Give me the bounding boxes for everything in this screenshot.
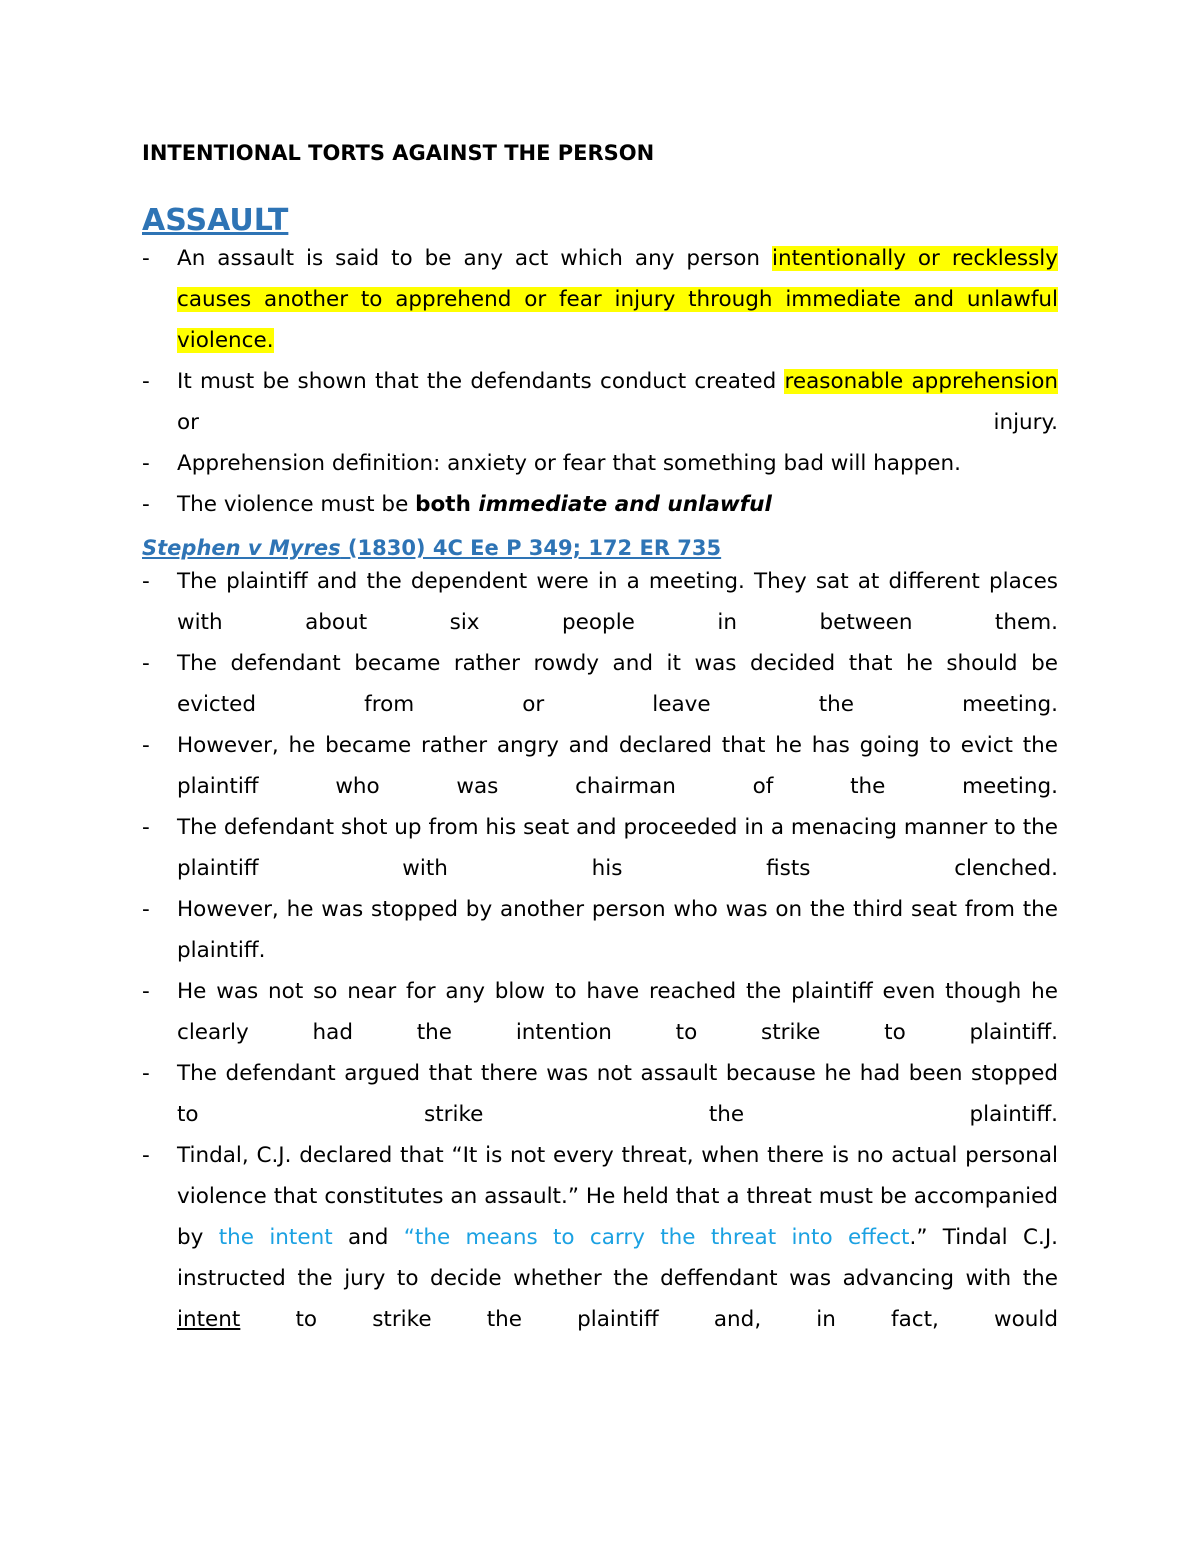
case-points-list — [142, 561, 1058, 1340]
text: It must be shown that the defendants conduct created — [177, 369, 785, 394]
text: The defendant argued that there was not assault because he had been stopped to strike the plaintiff. — [177, 1061, 1058, 1127]
text: An assault is said to be any act which any person — [177, 246, 773, 271]
case-point — [142, 1053, 1058, 1135]
blue-text: “the means to carry the threat into effect — [403, 1225, 910, 1250]
text: and — [332, 1225, 404, 1250]
text: .” Tindal C.J. instructed the jury to decide whether the deffendant was advancing with the — [177, 1225, 1058, 1291]
text: The violence must be — [177, 492, 416, 517]
document-title: INTENTIONAL TORTS AGAINST THE PERSON — [142, 141, 655, 165]
case-citation: (1830) 4C Ee P 349; 172 ER 735 — [340, 536, 722, 560]
text: to strike the plaintiff and, in fact, would — [240, 1307, 1058, 1332]
highlighted-text: intentionally or recklessly causes another to apprehend or fear injury through immediate and unlawful violence. — [177, 246, 1058, 353]
text: or injury. — [177, 410, 1058, 435]
case-point — [142, 643, 1058, 725]
blue-text: the intent — [218, 1225, 333, 1250]
case-heading — [142, 536, 721, 560]
text: However, he was stopped by another person who was on the third seat from the plaintiff. — [177, 897, 1058, 963]
bullet-dash: - — [142, 369, 150, 394]
text: He was not so near for any blow to have reached the plaintiff even though he clearly had the intention to strike to plaintiff. — [177, 979, 1058, 1045]
bullet-dash: - — [142, 569, 150, 594]
bullet-dash: - — [142, 815, 150, 840]
assault-point-definition — [142, 238, 1058, 361]
case-point — [142, 807, 1058, 889]
case-point — [142, 971, 1058, 1053]
case-point-tindal — [142, 1135, 1058, 1340]
bold-text: both — [415, 492, 479, 517]
text: Tindal, C.J. declared that “It is not every threat, when there is no actual personal violence that constitutes an assault.” He held that a threat must be accompanied by — [177, 1143, 1058, 1250]
bold-italic-text: immediate and unlawful — [478, 492, 772, 517]
bullet-dash: - — [142, 651, 150, 676]
text: The defendant shot up from his seat and proceeded in a menacing manner to the plaintiff with his fists clenched. — [177, 815, 1058, 881]
assault-point-reasonable-apprehension — [142, 361, 1058, 443]
bullet-dash: - — [142, 979, 150, 1004]
section-heading-assault: ASSAULT — [142, 203, 289, 238]
bullet-dash: - — [142, 451, 150, 476]
bullet-dash: - — [142, 733, 150, 758]
case-name: Stephen v Myres — [142, 536, 341, 560]
text: The plaintiff and the dependent were in a meeting. They sat at different places with about six people in between them. — [177, 569, 1058, 635]
bullet-dash: - — [142, 492, 150, 517]
bullet-dash: - — [142, 1061, 150, 1086]
bullet-dash: - — [142, 897, 150, 922]
assault-points-list — [142, 238, 1058, 525]
case-point — [142, 725, 1058, 807]
text: Apprehension definition: anxiety or fear that something bad will happen. — [177, 451, 961, 476]
assault-point-immediate-unlawful — [142, 484, 1058, 525]
text: However, he became rather angry and declared that he has going to evict the plaintiff who was chairman of the meeting. — [177, 733, 1058, 799]
case-point — [142, 889, 1058, 971]
assault-point-apprehension-definition — [142, 443, 1058, 484]
bullet-dash: - — [142, 246, 150, 271]
highlighted-text: reasonable apprehension — [784, 369, 1058, 394]
case-point — [142, 561, 1058, 643]
bullet-dash: - — [142, 1143, 150, 1168]
underlined-text: intent — [177, 1307, 241, 1332]
text: The defendant became rather rowdy and it was decided that he should be evicted from or leave the meeting. — [177, 651, 1058, 717]
